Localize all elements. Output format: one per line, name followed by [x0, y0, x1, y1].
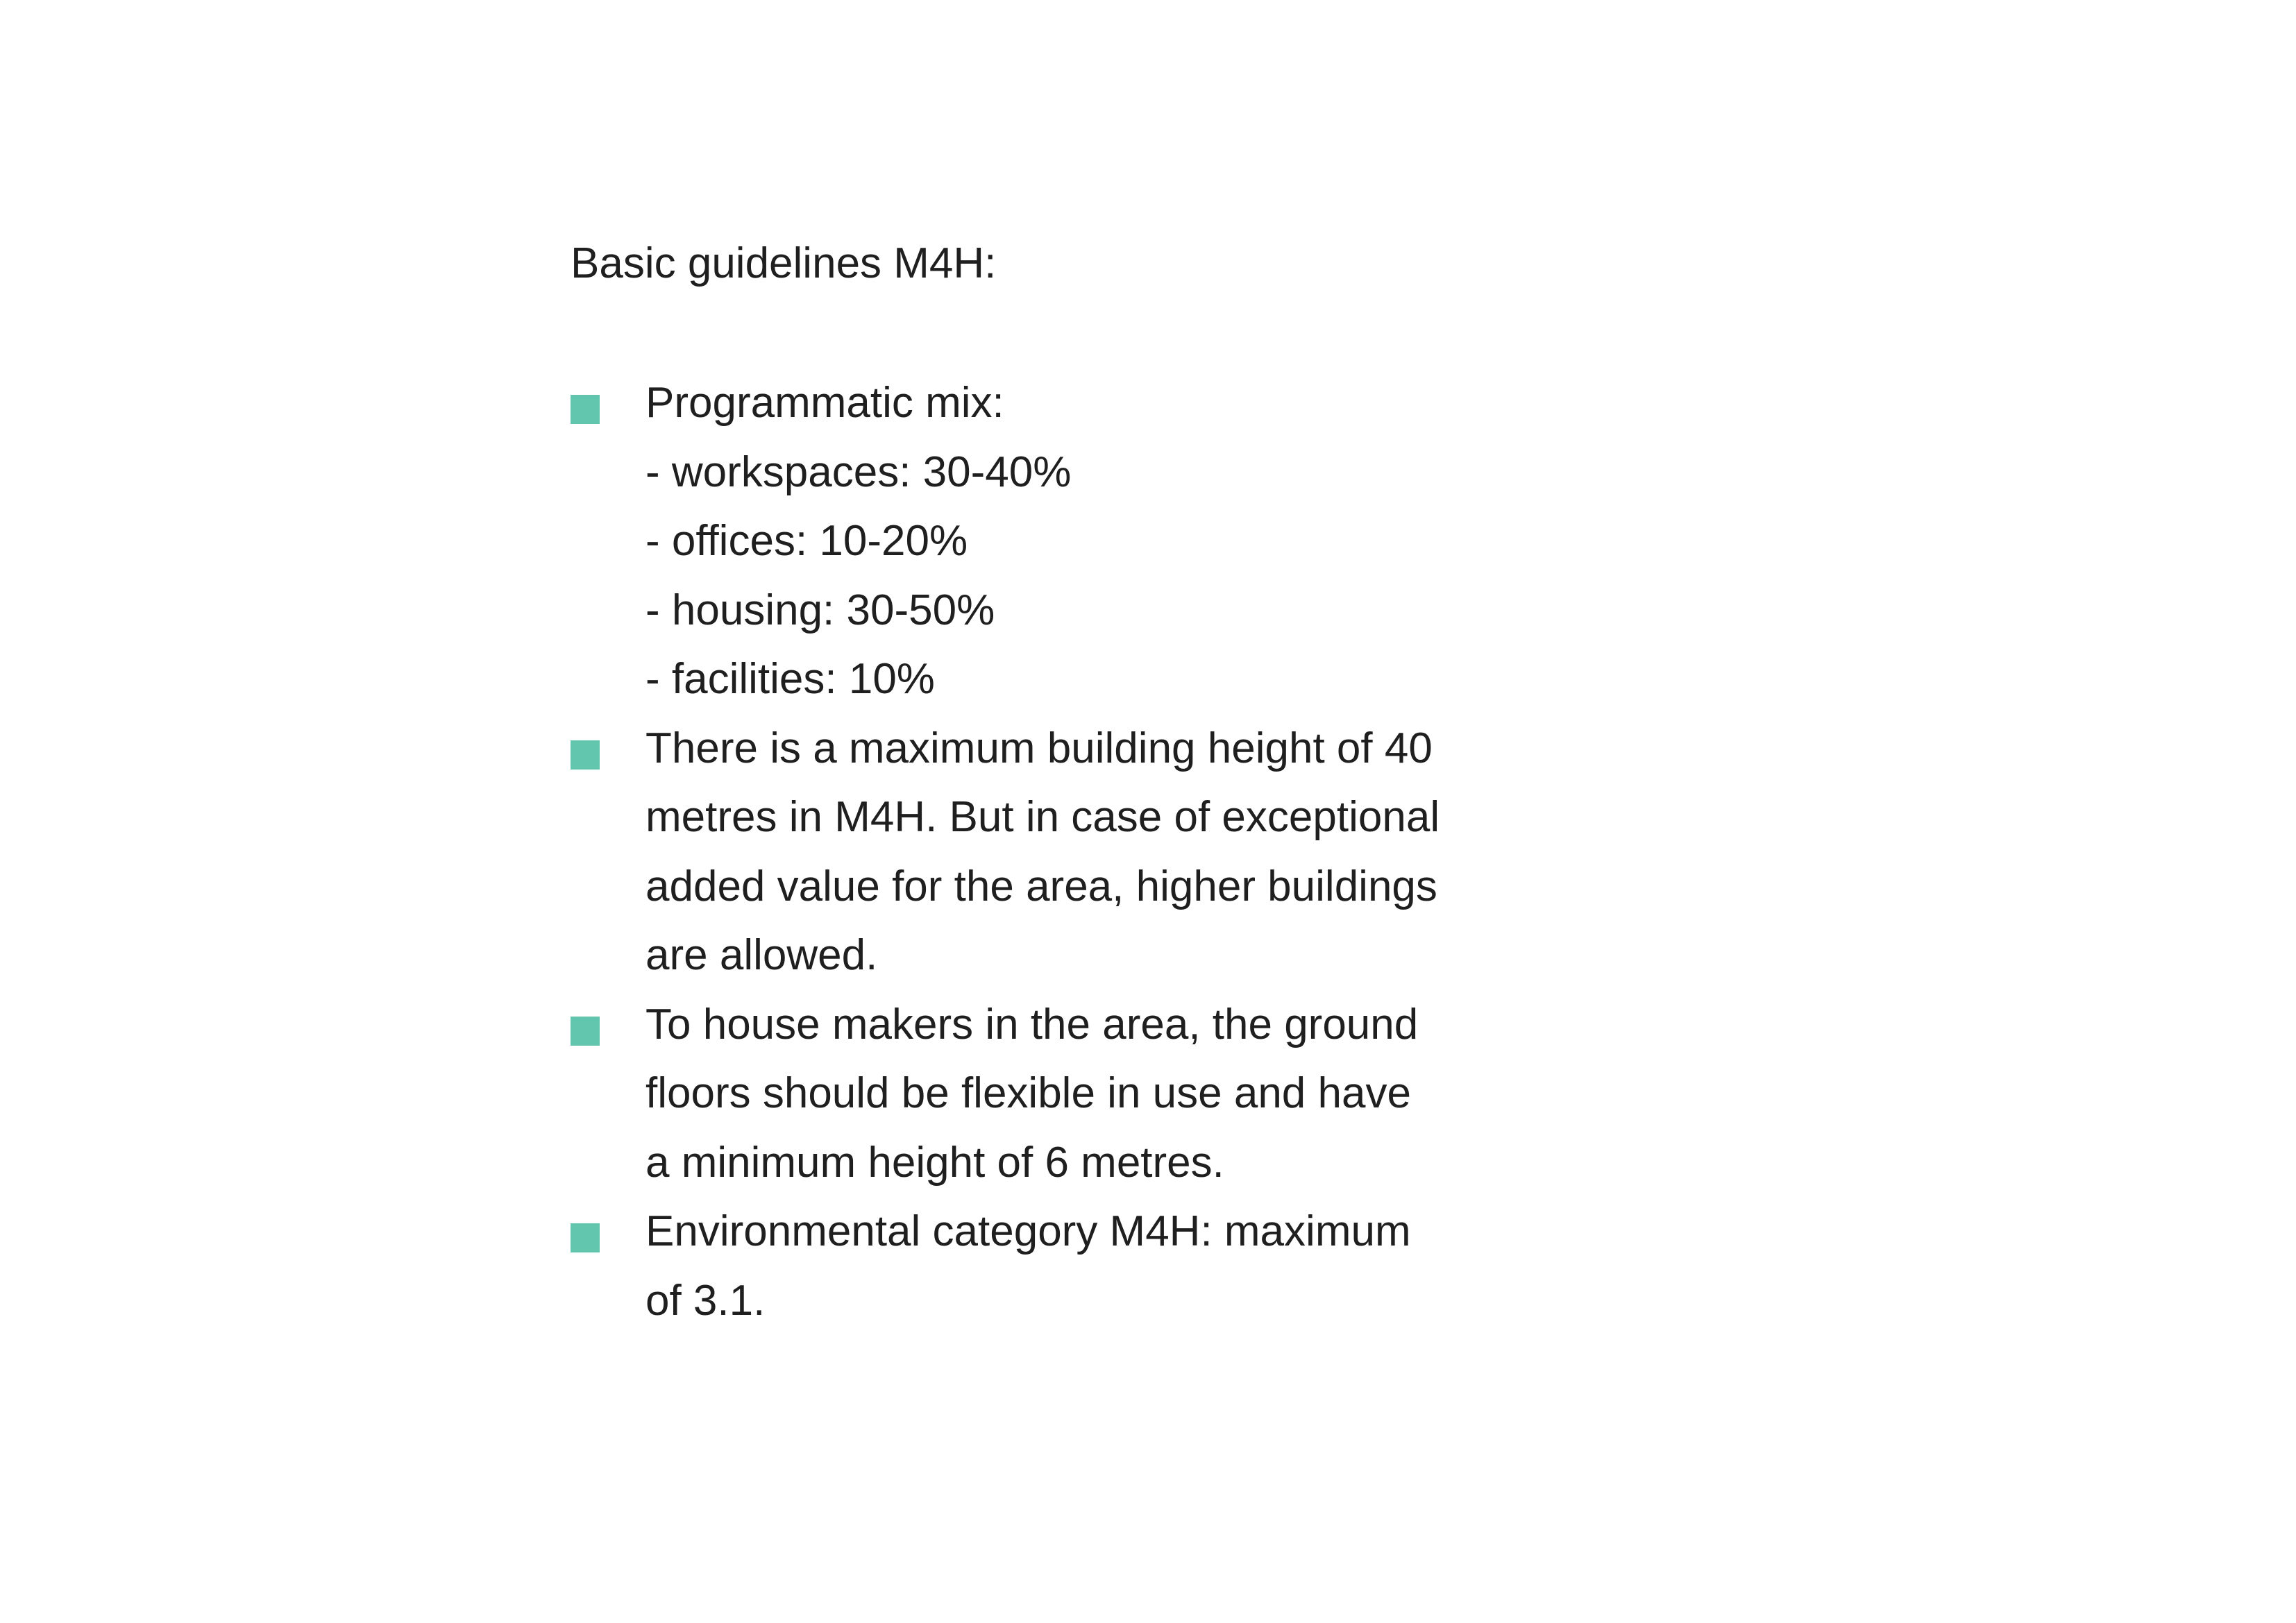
list-item-line: - housing: 30-50% [645, 586, 995, 634]
list-item-line: of 3.1. [645, 1276, 766, 1325]
list-item-line: Programmatic mix: [645, 379, 1004, 427]
square-bullet-icon [571, 1017, 600, 1046]
list-item-building-height [571, 714, 1681, 990]
list-item-line: are allowed. [645, 931, 878, 979]
list-item-line: - facilities: 10% [645, 655, 935, 703]
list-item-environmental-category [571, 1197, 1681, 1335]
list-item-line: added value for the area, higher buildings [645, 862, 1437, 910]
list-item-ground-floors [571, 990, 1681, 1198]
list-item-line: To house makers in the area, the ground [645, 1000, 1419, 1048]
list-item-line: - offices: 10-20% [645, 517, 968, 565]
list-item-line: - workspaces: 30-40% [645, 448, 1072, 496]
list-item-programmatic-mix [571, 368, 1681, 714]
list-item-line: floors should be flexible in use and have [645, 1069, 1411, 1117]
guidelines-list [571, 368, 1681, 1335]
guidelines-content [571, 229, 1681, 1335]
list-item-line: a minimum height of 6 metres. [645, 1138, 1224, 1187]
list-item-line: metres in M4H. But in case of exceptional [645, 793, 1440, 841]
square-bullet-icon [571, 1223, 600, 1252]
square-bullet-icon [571, 740, 600, 770]
list-item-line: There is a maximum building height of 40 [645, 724, 1433, 772]
page-heading: Basic guidelines M4H: [571, 239, 997, 287]
list-item-line: Environmental category M4H: maximum [645, 1207, 1411, 1255]
square-bullet-icon [571, 395, 600, 424]
